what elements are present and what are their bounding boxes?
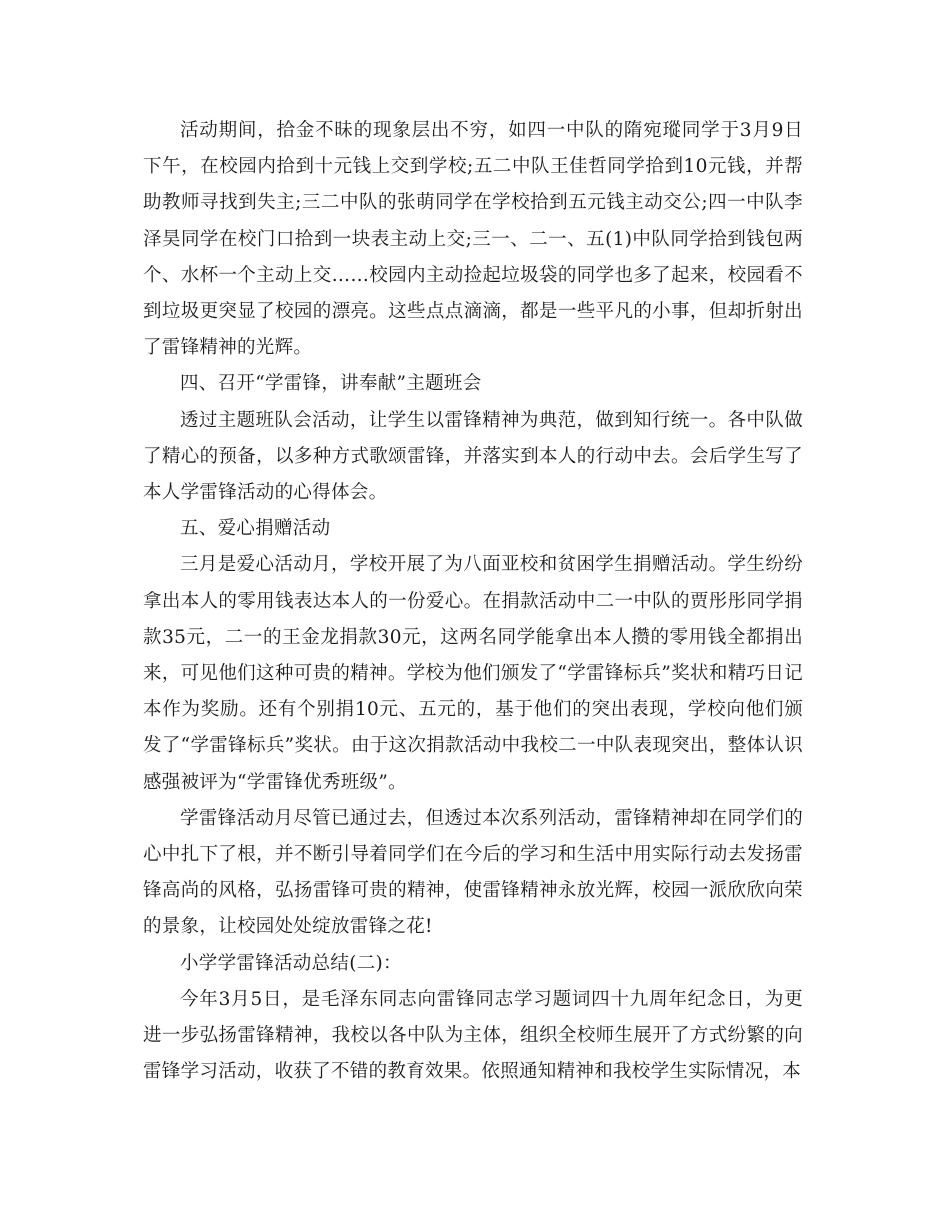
paragraph-conclusion: 学雷锋活动月尽管已通过去，但透过本次系列活动，雷锋精神却在同学们的心中扎下了根，并不断引导着同学们在今后的学习和生活中用实际行动去发扬雷锋高尚的风格，弘扬雷锋可贵的精神，使雷锋精神永放光辉，校园一派欣欣向荣的景象，让校园处处绽放雷锋之花! (143, 807, 803, 938)
section-heading-class-meeting: 四、召开“学雷锋，讲奉献”主题班会 (180, 373, 482, 395)
paragraph-class-meeting: 透过主题班队会活动，让学生以雷锋精神为典范，做到知行统一。各中队做了精心的预备，以多种方式歌颂雷锋，并落实到本人的行动中去。会后学生写了本人学雷锋活动的心得体会。 (143, 409, 803, 504)
paragraph-summary-two-intro: 今年3月5日，是毛泽东同志向雷锋同志学习题词四十九周年纪念日，为更进一步弘扬雷锋精神，我校以各中队为主体，组织全校师生展开了方式纷繁的向雷锋学习活动，收获了不错的教育效果。依照通知精神和我校学生实际情况，本 (143, 988, 803, 1083)
section-heading-summary-two: 小学学雷锋活动总结(二)： (180, 952, 402, 974)
document-body (143, 113, 803, 1090)
paragraph-donation: 三月是爱心活动月，学校开展了为八面亚校和贫困学生捐赠活动。学生纷纷拿出本人的零用钱表达本人的一份爱心。在捐款活动中二一中队的贾彤彤同学捐款35元，二一的王金龙捐款30元，这两名同学能拿出本人攒的零用钱全都捐出来，可见他们这种可贵的精神。学校为他们颁发了“学雷锋标兵”奖状和精巧日记本作为奖励。还有个别捐10元、五元的，基于他们的突出表现，学校向他们颁发了“学雷锋标兵”奖状。由于这次捐款活动中我校二一中队表现突出，整体认识感强被评为“学雷锋优秀班级”。 (143, 554, 803, 793)
paragraph-lost-and-found: 活动期间，拾金不昧的现象层出不穷，如四一中队的隋宛瑽同学于3月9日下午，在校园内拾到十元钱上交到学校;五二中队王佳哲同学拾到10元钱，并帮助教师寻找到失主;三二中队的张萌同学在学校拾到五元钱主动交公;四一中队李泽昊同学在校门口拾到一块表主动上交;三一、二一、五(1)中队同学拾到钱包两个、水杯一个主动上交……校园内主动捡起垃圾袋的同学也多了起来，校园看不到垃圾更突显了校园的漂亮。这些点点滴滴，都是一些平凡的小事，但却折射出了雷锋精神的光辉。 (143, 120, 803, 359)
section-heading-donation: 五、爱心捐赠活动 (180, 518, 331, 540)
